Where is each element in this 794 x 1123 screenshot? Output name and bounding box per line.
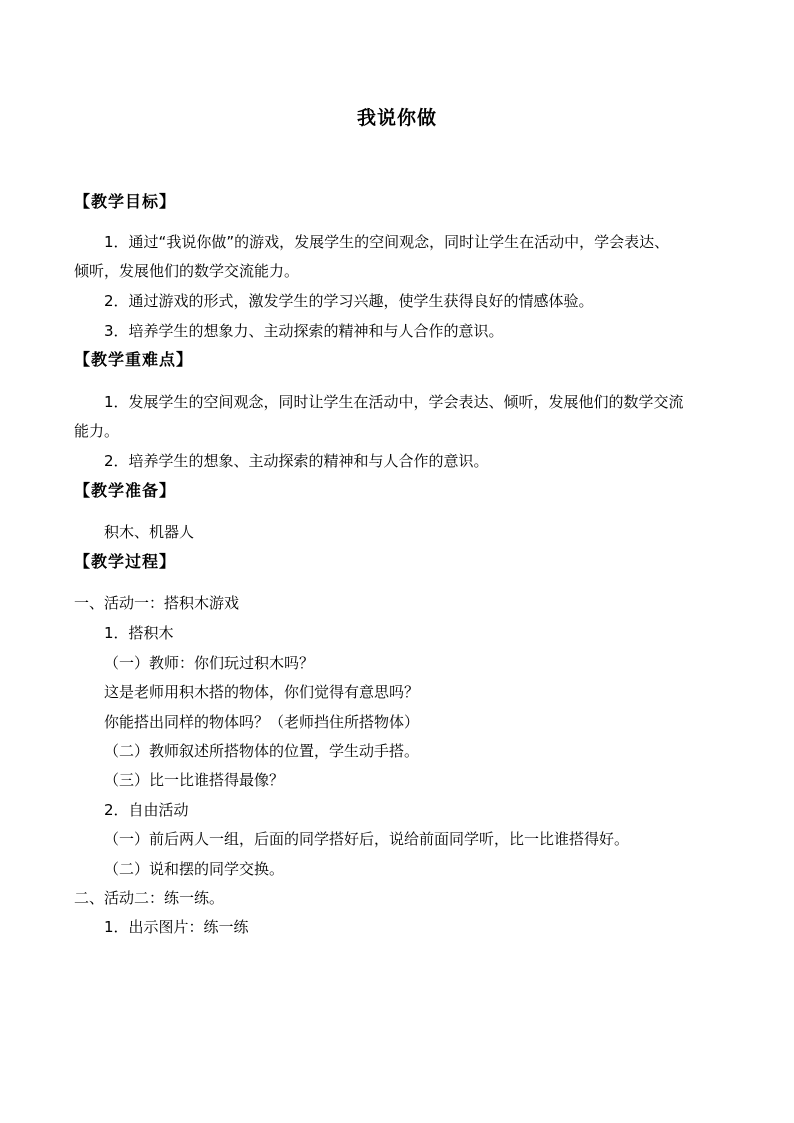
preparation-item-1: 积木、机器人 [104,523,195,541]
process-item-free-step-2: （二）说和摆的同学交换。 [104,860,285,878]
process-item-free-activity: 2．自由活动 [104,801,189,819]
goal-item-1-continued: 倾听，发展他们的数学交流能力。 [74,262,300,280]
key-point-item-2: 2．培养学生的想象、主动探索的精神和与人合作的意识。 [104,452,489,470]
process-item-step-2: （二）教师叙述所搭物体的位置，学生动手搭。 [104,742,420,760]
process-item-show-picture: 1．出示图片：练一练 [104,918,249,936]
goal-item-2: 2．通过游戏的形式，激发学生的学习兴趣，使学生获得良好的情感体验。 [104,292,594,310]
process-item-build-blocks: 1．搭积木 [104,624,174,642]
key-point-item-1: 1．发展学生的空间观念，同时让学生在活动中，学会表达、倾听，发展他们的数学交流 [104,393,684,411]
process-item-question-1: 这是老师用积木搭的物体，你们觉得有意思吗？ [104,683,420,701]
process-item-activity-1: 一、活动一：搭积木游戏 [74,594,240,612]
goal-item-3: 3．培养学生的想象力、主动探索的精神和与人合作的意识。 [104,322,504,340]
process-item-step-1: （一）教师：你们玩过积木吗？ [104,654,315,672]
section-heading-key-points: 【教学重难点】 [74,350,194,369]
section-heading-process: 【教学过程】 [74,552,177,571]
page-title: 我说你做 [356,107,437,129]
section-heading-preparation: 【教学准备】 [74,481,177,500]
process-item-activity-2: 二、活动二：练一练。 [74,889,225,907]
process-item-free-step-1: （一）前后两人一组，后面的同学搭好后，说给前面同学听，比一比谁搭得好。 [104,830,630,848]
process-item-step-3: （三）比一比谁搭得最像？ [104,771,285,789]
section-heading-goals: 【教学目标】 [74,192,177,211]
key-point-item-1-continued: 能力。 [74,422,120,440]
goal-item-1: 1．通过“我说你做”的游戏，发展学生的空间观念，同时让学生在活动中，学会表达、 [104,233,670,251]
process-item-question-2: 你能搭出同样的物体吗？（老师挡住所搭物体） [104,713,420,731]
